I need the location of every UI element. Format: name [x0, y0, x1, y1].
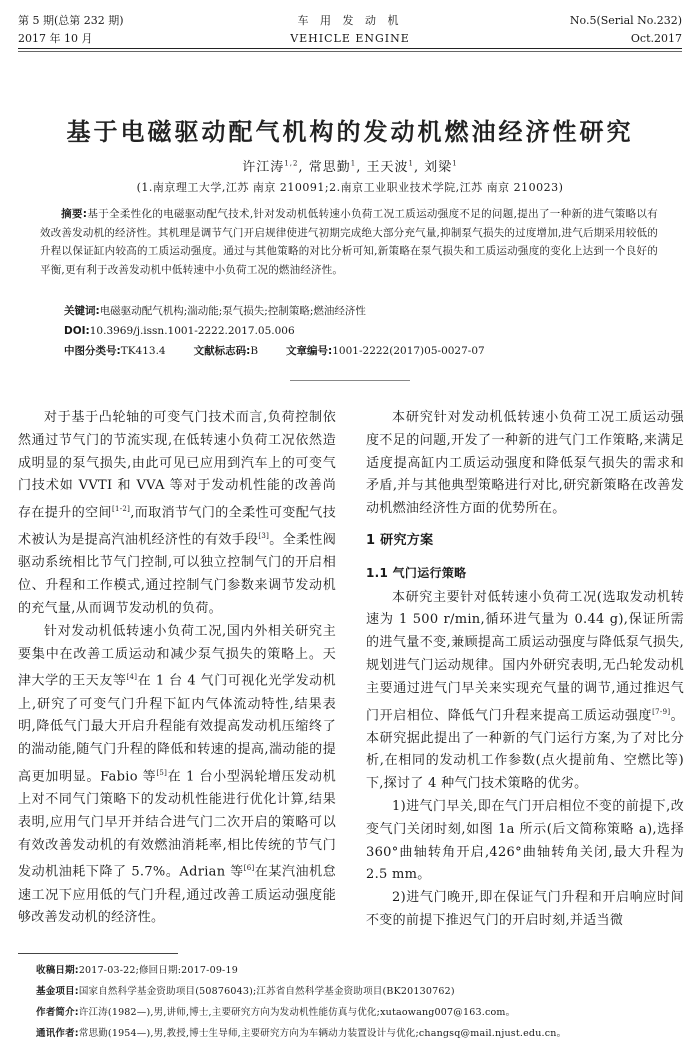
citation: [6]: [243, 864, 255, 873]
footnote-text: 许江涛(1982—),男,讲师,博士,主要研究方向为发动机性能仿真与优化;xutaowang007@163.com。: [78, 1007, 516, 1018]
author-affil-mark: 1: [350, 159, 357, 168]
header-journal-en: VEHICLE ENGINE: [290, 32, 410, 45]
section-divider: [290, 380, 410, 381]
footnote-text: 2017-03-22;修回日期:2017-09-19: [78, 965, 238, 976]
subsection-heading: 1.1 气门运行策略: [366, 565, 467, 580]
author-name: 刘梁: [424, 160, 453, 175]
header-date: 2017 年 10 月: [18, 32, 93, 45]
footnote-received: [36, 960, 676, 981]
footnote-author: [36, 1002, 676, 1023]
doi-label: DOI:: [64, 325, 90, 337]
paragraph-text: 在 1 台 4 气门可视化光学发动机上,研究了可变气门升程下缸内气体流动特性,结果表明,降低气门最大开启升程能有效提高发动机压缩终了的湍动能,随气门升程的降低和转速的提高,湍动能的提高更加明显。Fabio 等: [18, 673, 336, 785]
paragraph: [18, 621, 336, 930]
header-rule: [18, 48, 682, 49]
footnote-label: 通讯作者:: [36, 1028, 79, 1039]
paragraph-text: 本研究主要针对低转速小负荷工况(选取发动机转速为 1 500 r/min,循环进气量为 0.44 g),保证所需的进气量不变,兼顾提高工质运动强度与降低泵气损失,规划进气门运动规律。国内外研究表明,无凸轮发动机主要通过进气门早关来实现充气量的调节,通过推迟气门开启相位、降低气门升程来提高工质运动强度: [366, 589, 684, 723]
author-list: [0, 156, 700, 175]
author-name: 常思勤: [308, 160, 351, 175]
header-serial: No.5(Serial No.232): [569, 14, 682, 27]
citation: [5]: [156, 768, 168, 777]
paper-title: 基于电磁驱动配气机构的发动机燃油经济性研究: [66, 118, 634, 146]
body-right-column: [366, 407, 684, 933]
footnote-rule: [18, 953, 178, 954]
author-name: 王天波: [366, 160, 409, 175]
paragraph: [18, 407, 336, 621]
clc-label: 中图分类号:: [64, 345, 121, 357]
author-affil-mark: 1,2: [284, 159, 299, 168]
paragraph-text: 。本研究据此提出了一种新的气门运行方案,为了对比分析,在相同的发动机工作参数(点火提前角、空燃比等)下,探讨了 4 种气门技术策略的优劣。: [366, 707, 684, 792]
doc-code-value: B: [250, 345, 259, 357]
footnote-label: 基金项目:: [36, 986, 79, 997]
header-journal-cn: 车 用 发 动 机: [297, 14, 403, 27]
paragraph-text: 在某汽油机怠速工况下应用低的气门升程,通过改善工质运动强度能够改善发动机的经济性。: [18, 864, 336, 926]
paragraph-text: 。全柔性阀驱动系统相比节气门控制,可以独立控制气门的开启相位、升程和工作模式,通过控制气门参数来调节发动机的充气量,从而调节发动机的负荷。: [18, 532, 336, 617]
doi: [64, 323, 295, 340]
footnote-text: 常思勤(1954—),男,教授,博士生导师,主要研究方向为车辆动力装置设计与优化;changsq@mail.njust.edu.cn。: [78, 1028, 567, 1039]
paragraph-text: 对于基于凸轮轴的可变气门技术而言,负荷控制依然通过节气门的节流实现,在低转速小负荷工况依然造成明显的泵气损失,由此可见已应用到汽车上的可变气门技术如 VVTI 和 VVA 等对于发动机性能的改善尚存在提升的空间: [18, 410, 336, 521]
abstract-label: 摘要:: [61, 208, 88, 220]
keywords: [64, 303, 366, 320]
author-name: 许江涛: [242, 160, 285, 175]
footnote-label: 收稿日期:: [36, 965, 79, 976]
classification: [64, 343, 485, 360]
article-no-value: 1001-2222(2017)05-0027-07: [332, 345, 485, 357]
footnote-contact: [36, 1023, 676, 1044]
header-issue: 第 5 期(总第 232 期): [18, 14, 124, 27]
paragraph-text: ,而取消节气门的全柔性可变配气技术被认为是提高汽油机经济性的有效手段: [18, 505, 336, 548]
section-heading: 1 研究方案: [366, 532, 434, 548]
header-rule-thin: [18, 51, 682, 52]
keywords-text: 电磁驱动配气机构;湍动能;泵气损失;控制策略;燃油经济性: [99, 305, 366, 317]
paragraph: 2)进气门晚开,即在保证气门升程和开启响应时间不变的前提下推迟气门的开启时刻,并适当微: [366, 890, 684, 929]
affiliation: (1.南京理工大学,江苏 南京 210091;2.南京工业职业技术学院,江苏 南京 210023): [136, 181, 564, 194]
keywords-label: 关键词:: [64, 305, 100, 317]
citation: [7-9]: [652, 707, 671, 716]
author-separator: ,: [413, 160, 420, 175]
abstract: [40, 205, 658, 279]
author-affil-mark: 1: [408, 159, 414, 168]
doc-code-label: 文献标志码:: [193, 345, 251, 357]
paragraph: 本研究针对发动机低转速小负荷工况工质运动强度不足的问题,开发了一种新的进气门工作策略,来满足适度提高缸内工质运动强度和降低泵气损失的需求和矛盾,并与其他典型策略进行对比,研究新策略在改善发动机燃油经济性方面的优势所在。: [366, 410, 684, 517]
header-date-en: Oct.2017: [630, 32, 682, 45]
footnotes: [36, 960, 676, 1044]
abstract-text: 基于全柔性化的电磁驱动配气技术,针对发动机低转速小负荷工况工质运动强度不足的问题,提出了一种新的进气策略以有效改善发动机的经济性。其机理是调节气门开启规律使进气初期完成绝大部分充气量,抑制泵气损失的过度增加,进气后期采用较低的升程以保证缸内较高的工质运动强度。通过与其他策略的对比分析可知,新策略在泵气损失和工质运动强度的变化上达到一个良好的平衡,更有利于改善发动机中低转速中小负荷工况的燃油经济性。: [40, 208, 658, 276]
citation: [1-2]: [111, 505, 131, 514]
paragraph-text: 在 1 台小型涡轮增压发动机上对不同气门策略下的发动机性能进行优化计算,结果表明,应用气门早开并结合进气门二次开启的策略可以有效改善发动机的有效燃油消耗率,相比传统的节气门发动机油耗下降了 5.7%。Adrian 等: [18, 769, 336, 880]
clc-value: TK413.4: [120, 345, 166, 357]
paragraph: [366, 587, 684, 797]
footnote-fund: [36, 981, 676, 1002]
citation: [4]: [126, 673, 138, 682]
author-separator: ,: [356, 160, 362, 175]
paragraph-text: 针对发动机低转速小负荷工况,国内外相关研究主要集中在改善工质运动和减少泵气损失的策略上。天津大学的王天友等: [18, 623, 336, 689]
article-no-label: 文章编号:: [286, 345, 333, 357]
doi-text: 10.3969/j.issn.1001-2222.2017.05.006: [89, 325, 295, 337]
footnote-label: 作者简介:: [36, 1007, 79, 1018]
footnote-text: 国家自然科学基金资助项目(50876043);江苏省自然科学基金资助项目(BK20130762): [78, 986, 455, 997]
paragraph: 1)进气门早关,即在气门开启相位不变的前提下,改变气门关闭时刻,如图 1a 所示(后文简称策略 a),选择 360°曲轴转角开启,426°曲轴转角关闭,最大升程为 2.5 mm。: [366, 799, 684, 883]
author-separator: ,: [298, 160, 304, 175]
citation: [3]: [258, 532, 270, 541]
author-affil-mark: 1: [452, 159, 458, 168]
body-left-column: [18, 407, 336, 930]
